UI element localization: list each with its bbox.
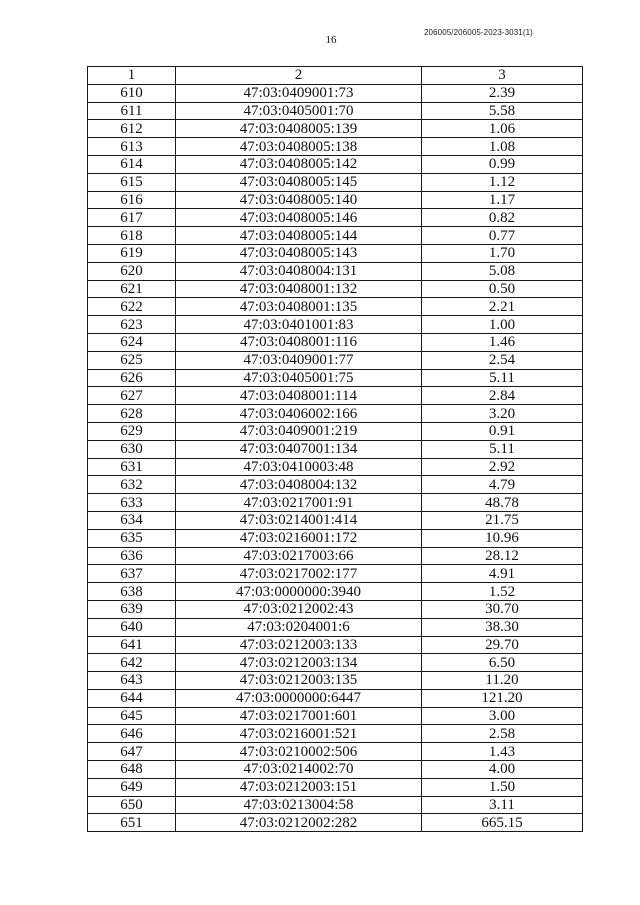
- table-row: [88, 511, 583, 529]
- row-number-cell: 626: [88, 369, 176, 387]
- area-value-cell: 2.54: [422, 351, 583, 369]
- table-row: [88, 761, 583, 779]
- cadastral-number-cell: 47:03:0212003:151: [176, 778, 422, 796]
- area-value-cell: 665.15: [422, 814, 583, 832]
- row-number-cell: 640: [88, 618, 176, 636]
- row-number-cell: 651: [88, 814, 176, 832]
- cadastral-number-cell: 47:03:0000000:6447: [176, 689, 422, 707]
- cadastral-number-cell: 47:03:0406002:166: [176, 405, 422, 423]
- area-value-cell: 29.70: [422, 636, 583, 654]
- table-row: [88, 440, 583, 458]
- cadastral-number-cell: 47:03:0401001:83: [176, 316, 422, 334]
- area-value-cell: 5.11: [422, 369, 583, 387]
- area-value-cell: 2.39: [422, 84, 583, 102]
- table-row: [88, 529, 583, 547]
- cadastral-number-cell: 47:03:0000000:3940: [176, 583, 422, 601]
- column-header-2: 2: [176, 67, 422, 85]
- cadastral-number-cell: 47:03:0216001:521: [176, 725, 422, 743]
- table-row: [88, 778, 583, 796]
- table-row: [88, 333, 583, 351]
- cadastral-number-cell: 47:03:0407001:134: [176, 440, 422, 458]
- area-value-cell: 121.20: [422, 689, 583, 707]
- area-value-cell: 4.00: [422, 761, 583, 779]
- area-value-cell: 10.96: [422, 529, 583, 547]
- table-row: [88, 173, 583, 191]
- page-number: 16: [325, 34, 337, 46]
- row-number-cell: 628: [88, 405, 176, 423]
- area-value-cell: 48.78: [422, 494, 583, 512]
- cadastral-number-cell: 47:03:0212003:135: [176, 672, 422, 690]
- cadastral-number-cell: 47:03:0409001:73: [176, 84, 422, 102]
- table-row: [88, 654, 583, 672]
- cadastral-number-cell: 47:03:0216001:172: [176, 529, 422, 547]
- row-number-cell: 634: [88, 511, 176, 529]
- area-value-cell: 11.20: [422, 672, 583, 690]
- area-value-cell: 1.17: [422, 191, 583, 209]
- table-row: [88, 155, 583, 173]
- row-number-cell: 623: [88, 316, 176, 334]
- cadastral-number-cell: 47:03:0214001:414: [176, 511, 422, 529]
- table-row: [88, 725, 583, 743]
- table-row: [88, 796, 583, 814]
- cadastral-number-cell: 47:03:0214002:70: [176, 761, 422, 779]
- area-value-cell: 0.50: [422, 280, 583, 298]
- area-value-cell: 1.50: [422, 778, 583, 796]
- cadastral-number-cell: 47:03:0212003:133: [176, 636, 422, 654]
- area-value-cell: 1.12: [422, 173, 583, 191]
- row-number-cell: 649: [88, 778, 176, 796]
- cadastral-number-cell: 47:03:0210002:506: [176, 743, 422, 761]
- cadastral-number-cell: 47:03:0408004:131: [176, 262, 422, 280]
- cadastral-number-cell: 47:03:0217002:177: [176, 565, 422, 583]
- table-row: [88, 814, 583, 832]
- table-row: [88, 672, 583, 690]
- table-row: [88, 369, 583, 387]
- area-value-cell: 2.92: [422, 458, 583, 476]
- cadastral-number-cell: 47:03:0212002:282: [176, 814, 422, 832]
- area-value-cell: 2.84: [422, 387, 583, 405]
- row-number-cell: 632: [88, 476, 176, 494]
- cadastral-number-cell: 47:03:0408001:132: [176, 280, 422, 298]
- area-value-cell: 28.12: [422, 547, 583, 565]
- area-value-cell: 5.58: [422, 102, 583, 120]
- row-number-cell: 646: [88, 725, 176, 743]
- table-row: [88, 120, 583, 138]
- row-number-cell: 637: [88, 565, 176, 583]
- row-number-cell: 643: [88, 672, 176, 690]
- table-row: [88, 494, 583, 512]
- row-number-cell: 648: [88, 761, 176, 779]
- table-row: [88, 298, 583, 316]
- cadastral-number-cell: 47:03:0405001:75: [176, 369, 422, 387]
- cadastral-number-cell: 47:03:0408005:143: [176, 244, 422, 262]
- area-value-cell: 4.91: [422, 565, 583, 583]
- parcel-table: [87, 66, 583, 832]
- area-value-cell: 4.79: [422, 476, 583, 494]
- row-number-cell: 614: [88, 155, 176, 173]
- area-value-cell: 5.08: [422, 262, 583, 280]
- row-number-cell: 615: [88, 173, 176, 191]
- area-value-cell: 38.30: [422, 618, 583, 636]
- table-row: [88, 84, 583, 102]
- cadastral-number-cell: 47:03:0408005:139: [176, 120, 422, 138]
- row-number-cell: 611: [88, 102, 176, 120]
- cadastral-number-cell: 47:03:0217001:91: [176, 494, 422, 512]
- row-number-cell: 630: [88, 440, 176, 458]
- row-number-cell: 645: [88, 707, 176, 725]
- table-row: [88, 405, 583, 423]
- area-value-cell: 3.00: [422, 707, 583, 725]
- cadastral-number-cell: 47:03:0408005:138: [176, 138, 422, 156]
- area-value-cell: 0.77: [422, 227, 583, 245]
- cadastral-number-cell: 47:03:0410003:48: [176, 458, 422, 476]
- cadastral-number-cell: 47:03:0408001:135: [176, 298, 422, 316]
- row-number-cell: 613: [88, 138, 176, 156]
- row-number-cell: 644: [88, 689, 176, 707]
- row-number-cell: 612: [88, 120, 176, 138]
- cadastral-number-cell: 47:03:0408005:146: [176, 209, 422, 227]
- table-row: [88, 476, 583, 494]
- row-number-cell: 650: [88, 796, 176, 814]
- cadastral-number-cell: 47:03:0204001:6: [176, 618, 422, 636]
- row-number-cell: 617: [88, 209, 176, 227]
- area-value-cell: 2.21: [422, 298, 583, 316]
- cadastral-number-cell: 47:03:0212003:134: [176, 654, 422, 672]
- row-number-cell: 631: [88, 458, 176, 476]
- table-row: [88, 707, 583, 725]
- area-value-cell: 0.91: [422, 422, 583, 440]
- area-value-cell: 1.52: [422, 583, 583, 601]
- document-code: 206005/206005-2023-3031(1): [424, 28, 533, 37]
- table-row: [88, 689, 583, 707]
- area-value-cell: 0.82: [422, 209, 583, 227]
- cadastral-number-cell: 47:03:0409001:77: [176, 351, 422, 369]
- table-row: [88, 618, 583, 636]
- area-value-cell: 1.08: [422, 138, 583, 156]
- row-number-cell: 635: [88, 529, 176, 547]
- table-header-row: [88, 67, 583, 85]
- row-number-cell: 641: [88, 636, 176, 654]
- cadastral-number-cell: 47:03:0409001:219: [176, 422, 422, 440]
- table-row: [88, 583, 583, 601]
- area-value-cell: 0.99: [422, 155, 583, 173]
- table-row: [88, 565, 583, 583]
- row-number-cell: 647: [88, 743, 176, 761]
- table-row: [88, 636, 583, 654]
- area-value-cell: 2.58: [422, 725, 583, 743]
- row-number-cell: 619: [88, 244, 176, 262]
- cadastral-number-cell: 47:03:0212002:43: [176, 600, 422, 618]
- table-row: [88, 422, 583, 440]
- area-value-cell: 1.43: [422, 743, 583, 761]
- row-number-cell: 616: [88, 191, 176, 209]
- table-row: [88, 387, 583, 405]
- row-number-cell: 627: [88, 387, 176, 405]
- area-value-cell: 21.75: [422, 511, 583, 529]
- row-number-cell: 638: [88, 583, 176, 601]
- row-number-cell: 621: [88, 280, 176, 298]
- table-row: [88, 458, 583, 476]
- cadastral-number-cell: 47:03:0408005:145: [176, 173, 422, 191]
- area-value-cell: 3.20: [422, 405, 583, 423]
- area-value-cell: 5.11: [422, 440, 583, 458]
- cadastral-number-cell: 47:03:0408004:132: [176, 476, 422, 494]
- cadastral-number-cell: 47:03:0213004:58: [176, 796, 422, 814]
- area-value-cell: 1.70: [422, 244, 583, 262]
- row-number-cell: 629: [88, 422, 176, 440]
- table-row: [88, 262, 583, 280]
- cadastral-number-cell: 47:03:0405001:70: [176, 102, 422, 120]
- table-body: [88, 84, 583, 831]
- area-value-cell: 1.00: [422, 316, 583, 334]
- table-row: [88, 280, 583, 298]
- row-number-cell: 636: [88, 547, 176, 565]
- cadastral-number-cell: 47:03:0408001:114: [176, 387, 422, 405]
- row-number-cell: 642: [88, 654, 176, 672]
- table-row: [88, 191, 583, 209]
- cadastral-number-cell: 47:03:0408005:144: [176, 227, 422, 245]
- row-number-cell: 639: [88, 600, 176, 618]
- cadastral-number-cell: 47:03:0408005:142: [176, 155, 422, 173]
- area-value-cell: 30.70: [422, 600, 583, 618]
- table-row: [88, 351, 583, 369]
- column-header-1: 1: [88, 67, 176, 85]
- table-row: [88, 102, 583, 120]
- area-value-cell: 3.11: [422, 796, 583, 814]
- column-header-3: 3: [422, 67, 583, 85]
- table-row: [88, 316, 583, 334]
- row-number-cell: 618: [88, 227, 176, 245]
- table-row: [88, 547, 583, 565]
- cadastral-number-cell: 47:03:0408001:116: [176, 333, 422, 351]
- table-row: [88, 600, 583, 618]
- row-number-cell: 633: [88, 494, 176, 512]
- cadastral-number-cell: 47:03:0408005:140: [176, 191, 422, 209]
- table-row: [88, 227, 583, 245]
- row-number-cell: 622: [88, 298, 176, 316]
- area-value-cell: 1.06: [422, 120, 583, 138]
- table-row: [88, 209, 583, 227]
- table-row: [88, 138, 583, 156]
- row-number-cell: 624: [88, 333, 176, 351]
- table-row: [88, 244, 583, 262]
- cadastral-number-cell: 47:03:0217001:601: [176, 707, 422, 725]
- row-number-cell: 625: [88, 351, 176, 369]
- row-number-cell: 620: [88, 262, 176, 280]
- table-row: [88, 743, 583, 761]
- area-value-cell: 6.50: [422, 654, 583, 672]
- row-number-cell: 610: [88, 84, 176, 102]
- cadastral-number-cell: 47:03:0217003:66: [176, 547, 422, 565]
- area-value-cell: 1.46: [422, 333, 583, 351]
